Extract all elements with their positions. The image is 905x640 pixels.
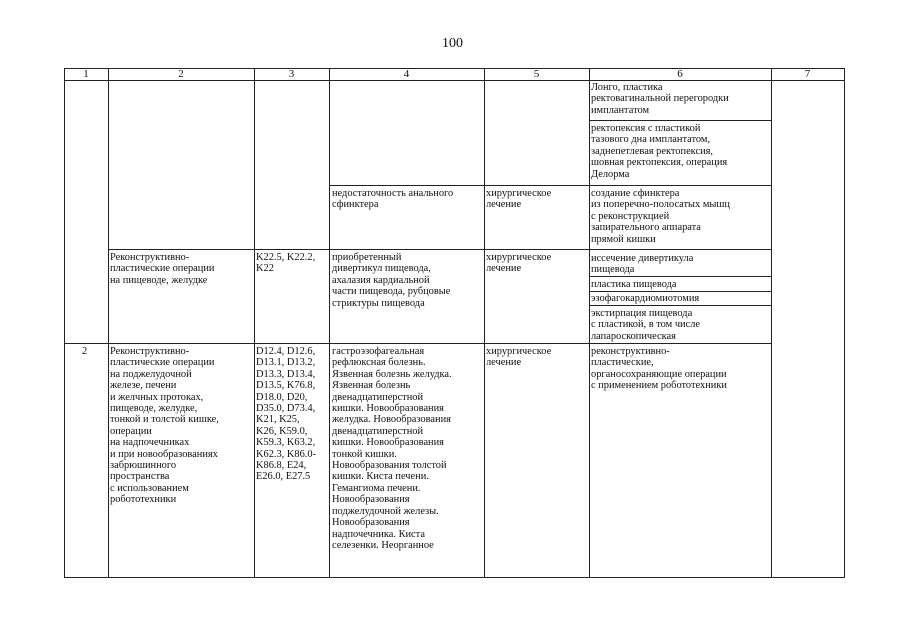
treatment-type-cell: хирургическое лечение xyxy=(486,346,552,369)
column-header-3: 3 xyxy=(288,68,295,80)
item-separator xyxy=(589,276,771,277)
column-header-2: 2 xyxy=(178,68,184,80)
item-separator xyxy=(589,291,771,292)
icd-codes-cell: D12.4, D12.6, D13.1, D13.2, D13.3, D13.4, D13.5, K76.8, D18.0, D20, D35.0, D73.4, K21, K25, K26, K59.0, K59.3, K63.2, K62.3, K86.0- K86.8, E24, E26.0, E27.5 xyxy=(256,346,317,483)
diagnosis-cell: приобретенный дивертикул пищевода, ахалазия кардиальной части пищевода, рубцовые стриктуры пищевода xyxy=(332,252,451,309)
item-separator xyxy=(589,120,771,121)
row-border xyxy=(329,185,589,186)
column-border xyxy=(589,68,590,578)
column-border xyxy=(108,68,109,578)
row-number-cell: 2 xyxy=(82,346,88,357)
treatment-type-cell: хирургическое лечение xyxy=(486,252,552,275)
diagnosis-cell: гастроэзофагеальная рефлюксная болезнь. Язвенная болезнь желудка. Язвенная болезнь двенадцатиперстной кишки. Новообразования желудка. Новообразования двенадцатиперстной кишки. Новообразования тонкой кишки. Новообразования толстой кишки. Киста печени. Гемангиома печени. Новообразования поджелудочной железы. Новообразования надпочечника. Киста селезенки. Неорганное xyxy=(332,346,452,551)
procedure-name-cell: Реконструктивно- пластические операции на пищеводе, желудке xyxy=(110,252,215,286)
treatment-type-cell: хирургическое лечение xyxy=(486,188,552,211)
method-cell: эзофагокардиомиотомия xyxy=(591,293,700,304)
item-separator xyxy=(589,185,771,186)
column-header-5: 5 xyxy=(533,68,540,80)
method-cell: экстирпация пищевода с пластикой, в том числе лапароскопическая xyxy=(591,308,701,342)
method-cell: иссечение дивертикула пищевода xyxy=(591,253,694,276)
diagnosis-cell: недостаточность анального сфинктера xyxy=(332,188,454,211)
row-border xyxy=(108,249,771,250)
row-border xyxy=(64,343,771,344)
item-separator xyxy=(589,305,771,306)
table-bottom-line xyxy=(64,577,845,578)
method-cell: Лонго, пластика ректовагинальной перегородки имплантатом xyxy=(591,82,729,116)
method-cell: ректопексия с пластикой тазового дна имплантатом, заднепетлевая ректопексия, шовная ректопексия, операция Делорма xyxy=(591,123,728,180)
column-header-7: 7 xyxy=(804,68,811,80)
method-cell: создание сфинктера из поперечно-полосатых мышц с реконструкцией запирательного аппарата прямой кишки xyxy=(591,188,730,245)
table-right-border xyxy=(844,68,845,578)
column-border xyxy=(329,68,330,578)
table-left-border xyxy=(64,68,65,578)
method-cell: реконструктивно- пластические, органосохраняющие операции с применением робототехники xyxy=(591,346,727,392)
column-border xyxy=(254,68,255,578)
column-border xyxy=(771,68,772,578)
column-header-4: 4 xyxy=(403,68,410,80)
procedure-name-cell: Реконструктивно- пластические операции на поджелудочной железе, печени и желчных протоках, пищеводе, желудке, тонкой и толстой кишке, операции на надпочечниках и при новообразованиях забрюшинного пространства с использованием робототехники xyxy=(110,346,219,506)
page-number: 100 xyxy=(442,36,463,51)
header-bottom-border xyxy=(64,80,845,81)
icd-codes-cell: K22.5, K22.2, K22 xyxy=(256,252,316,275)
column-header-1: 1 xyxy=(83,68,89,80)
method-cell: пластика пищевода xyxy=(591,279,677,290)
column-header-6: 6 xyxy=(677,68,683,80)
column-border xyxy=(484,68,485,578)
